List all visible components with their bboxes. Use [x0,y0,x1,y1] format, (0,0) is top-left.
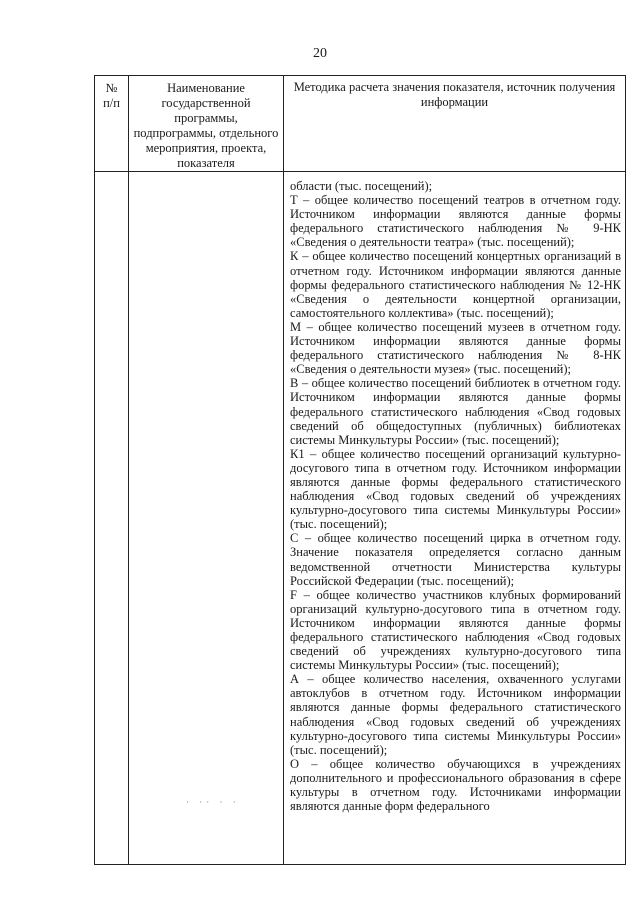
paragraph: F – общее количество участников клубных формирований организаций культурно-досугового типа в отчетном году. Источником информации являются данные формы федерального статистического наблюдения «Свод годовых сведений об учреждениях культурно-досугового типа системы Минкультуры России» (тыс. посещений); [290,587,621,673]
row-method-cell [284,172,626,865]
paragraph: А – общее количество населения, охваченного услугами автоклубов в отчетном году. Источником информации являются данные формы федерального статистического наблюдения «Свод годовых сведений об учреждениях культурно-досугового типа системы Минкультуры России» (тыс. посещений); [290,672,621,757]
header-method-label: Методика расчета значения показателя, источник получения информации [293,80,616,109]
table-row [95,172,626,865]
header-name-label: Наименование государственной программы, подпрограммы, отдельного мероприятия, проекта, показателя [133,81,279,170]
header-method [284,76,626,172]
row-number-cell [95,172,129,865]
row-name-cell [129,172,284,865]
table-header-row [95,76,626,172]
scan-artifact: · ·· · · [186,797,240,807]
page-number: 20 [313,46,327,61]
header-number [95,76,129,172]
paragraph: С – общее количество посещений цирка в отчетном году. Значение показателя определяется согласно данным ведомственной отчетности Министерства культуры Российской Федерации (тыс. посещений); [290,531,621,588]
paragraph: Т – общее количество посещений театров в отчетном году. Источником информации являются данные формы федерального статистического наблюдения № 9-НК «Сведения о деятельности театра» (тыс. посещений); [290,193,621,250]
paragraph: области (тыс. посещений); [290,179,433,193]
method-text [284,172,625,813]
methodology-table [94,75,626,865]
paragraph: О – общее количество обучающихся в учреждениях дополнительного и профессионального образования в сфере культуры в отчетном году. Источниками информации являются данные форм федерального [290,756,621,814]
header-name [129,76,284,172]
paragraph: К – общее количество посещений концертных организаций в отчетном году. Источником информации являются данные формы федерального статистического наблюдения № 12-НК «Сведения о деятельности концертной организации, самостоятельного коллектива» (тыс. посещений); [290,249,621,320]
paragraph: В – общее количество посещений библиотек в отчетном году. Источником информации являются данные формы федерального статистического наблюдения «Свод годовых сведений об общедоступных (публичных) библиотеках системы Минкультуры России» (тыс. посещений); [290,376,621,447]
header-number-label: № п/п [103,81,120,110]
paragraph: М – общее количество посещений музеев в отчетном году. Источником информации являются данные формы федерального статистического наблюдения № 8-НК «Сведения о деятельности музея» (тыс. посещений); [290,319,621,377]
paragraph: К1 – общее количество посещений организаций культурно-досугового типа в отчетном году. Источником информации являются данные формы федерального статистического наблюдения «Свод годовых сведений об учреждениях культурно-досугового типа системы Минкультуры России» (тыс. посещений); [290,446,621,532]
